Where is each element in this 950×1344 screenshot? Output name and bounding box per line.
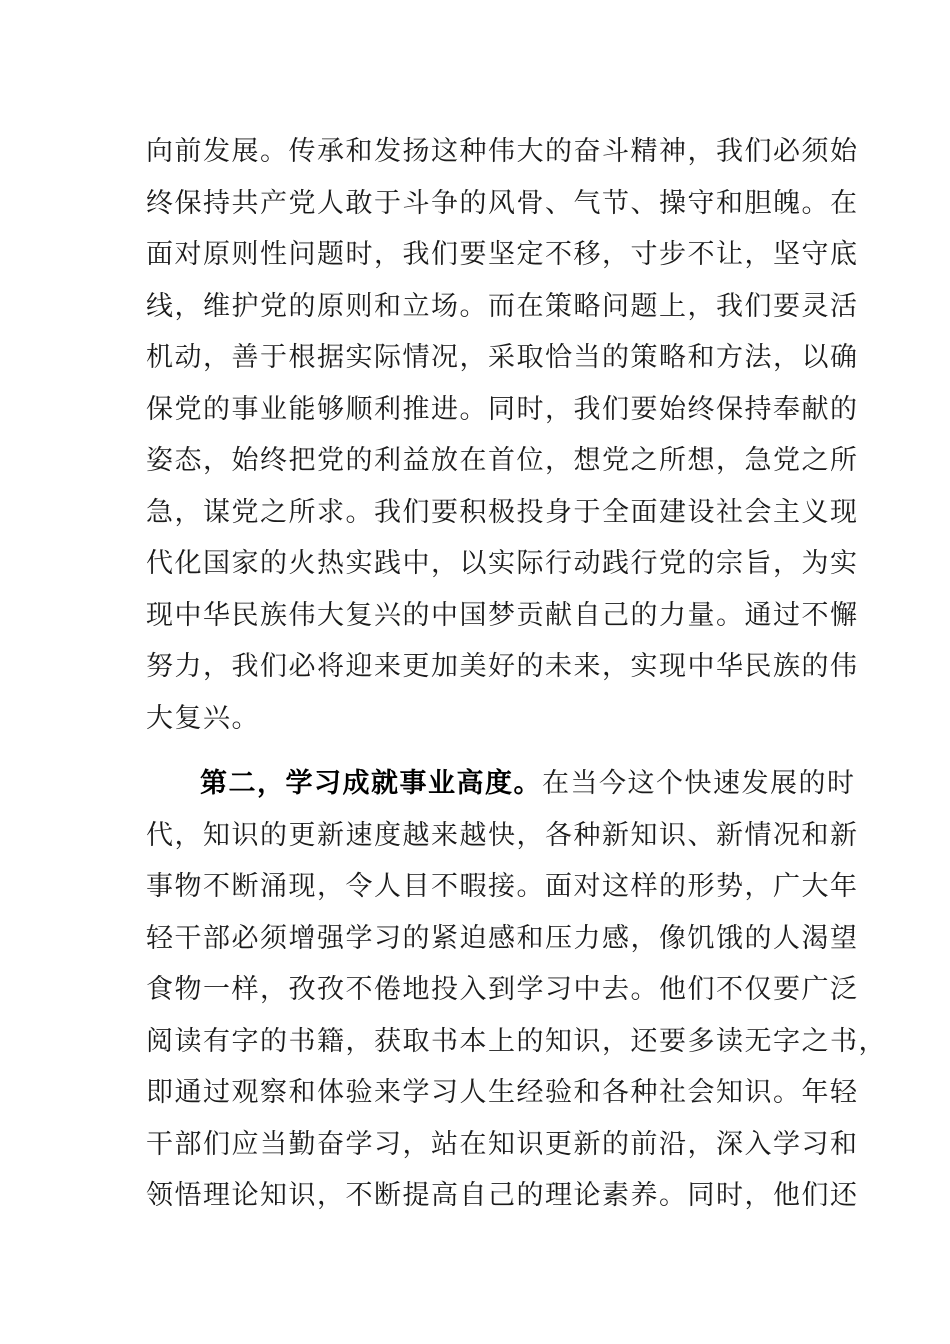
paragraph-line: 大复兴。	[146, 702, 260, 734]
paragraph-line: 阅读有字的书籍，获取书本上的知识，还要多读无字之书，	[146, 1025, 887, 1057]
paragraph-line: 即通过观察和体验来学习人生经验和各种社会知识。年轻	[146, 1077, 859, 1108]
paragraph-line: 领悟理论知识，不断提高自己的理论素养。同时，他们还	[146, 1180, 859, 1211]
paragraph-line: 姿态，始终把党的利益放在首位，想党之所想，急党之所	[146, 445, 859, 476]
paragraph-line: 保党的事业能够顺利推进。同时，我们要始终保持奉献的	[146, 393, 859, 425]
paragraph-line: 急，谋党之所求。我们要积极投身于全面建设社会主义现	[146, 496, 859, 528]
paragraph-line: 食物一样，孜孜不倦地投入到学习中去。他们不仅要广泛	[146, 974, 859, 1005]
paragraph-line: 轻干部必须增强学习的紧迫感和压力感，像饥饿的人渴望	[146, 922, 859, 954]
paragraph-1	[146, 126, 859, 744]
paragraph-line: 事物不断涌现，令人目不暇接。面对这样的形势，广大年	[146, 871, 859, 902]
paragraph-line: 努力，我们必将迎来更加美好的未来，实现中华民族的伟	[146, 651, 859, 682]
section-heading: 第二，学习成就事业高度。	[200, 768, 542, 799]
paragraph-2	[146, 758, 887, 1222]
paragraph-line: 代化国家的火热实践中，以实际行动践行党的宗旨，为实	[146, 548, 859, 579]
paragraph-line: 向前发展。传承和发扬这种伟大的奋斗精神，我们必须始	[146, 136, 859, 167]
paragraph-line: 现中华民族伟大复兴的中国梦贡献自己的力量。通过不懈	[146, 599, 859, 631]
paragraph-line: 面对原则性问题时，我们要坚定不移，寸步不让，坚守底	[146, 239, 859, 270]
paragraph-line: 终保持共产党人敢于斗争的风骨、气节、操守和胆魄。在	[146, 187, 859, 219]
paragraph-first-line	[146, 758, 856, 810]
paragraph-line: 线，维护党的原则和立场。而在策略问题上，我们要灵活	[146, 290, 859, 322]
paragraph-line: 机动，善于根据实际情况，采取恰当的策略和方法，以确	[146, 342, 859, 373]
paragraph-line: 代，知识的更新速度越来越快，各种新知识、新情况和新	[146, 819, 859, 851]
paragraph-line-rest: 在当今这个快速发展的时	[542, 768, 856, 799]
paragraph-line: 干部们应当勤奋学习，站在知识更新的前沿，深入学习和	[146, 1128, 859, 1160]
